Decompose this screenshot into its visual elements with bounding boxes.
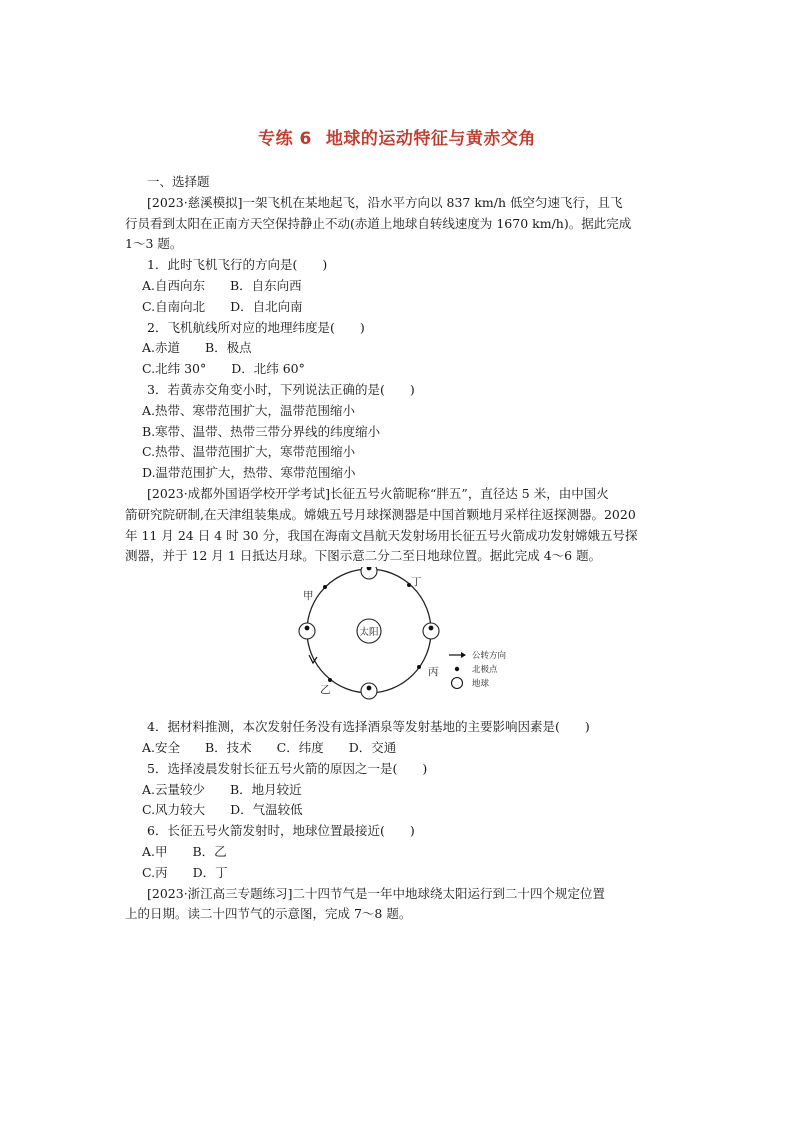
question-option: C.自南向北 D．自北向南 [142,298,303,314]
passage-line: 1～3 题。 [125,236,183,252]
legend-north-pole: 北极点 [472,665,498,676]
page-title [0,124,794,149]
question-stem: 5．选择凌晨发射长征五号火箭的原因之一是( ) [147,760,428,776]
question-option: A.自西向东 B．自东向西 [142,277,302,293]
question-option: A.甲 B．乙 [142,843,227,859]
earth-top [361,567,377,579]
question-option: A.热带、寒带范围扩大，温带范围缩小 [142,402,356,418]
orbit-svg [147,567,657,717]
earth-bottom [361,683,377,699]
passage-line: 上的日期。读二十四节气的示意图，完成 7～8 题。 [125,906,412,922]
question-5 [142,759,657,821]
orbit-dot-jia [323,585,327,589]
passage-line: 箭研究院研制,在天津组装集成。嫦娥五号月球探测器是中国首颗地月采样往返探测器。2020 [125,506,636,522]
question-stem: 6．长征五号火箭发射时，地球位置最接近( ) [147,823,415,839]
question-option: B.寒带、温带、热带三带分界线的纬度缩小 [142,423,381,439]
question-4 [142,717,657,759]
question-stem: 4．据材料推测，本次发射任务没有选择酒泉等发射基地的主要影响因素是( ) [147,719,590,735]
question-stem: 1．此时飞机飞行的方向是( ) [147,257,328,273]
question-option: D.温带范围扩大，热带、寒带范围缩小 [142,465,356,481]
passage-2 [125,484,657,567]
question-stem: 3．若黄赤交角变小时，下列说法正确的是( ) [147,381,415,397]
question-stem: 2．飞机航线所对应的地理纬度是( ) [147,319,365,335]
title-number: 专练 6 [258,129,312,149]
question-option: A.安全 B．技术 C．纬度 D．交通 [142,739,397,755]
label-yi: 乙 [320,684,331,697]
passage-line: 年 11 月 24 日 4 时 30 分，我国在海南文昌航天发射场用长征五号火箭成功发射嫦娥五号探 [125,527,638,543]
passage-line: 测器，并于 12 月 1 日抵达月球。下图示意二分二至日地球位置。据此完成 4～6 题。 [125,548,602,564]
legend-orbit-direction: 公转方向 [472,651,507,662]
legend-earth: 地球 [472,679,490,690]
orbit-dot-yi [328,678,332,682]
earth-right [423,623,439,639]
question-6 [142,821,657,883]
title-text: 地球的运动特征与黄赤交角 [325,129,536,149]
label-bing: 丙 [428,666,439,679]
section-heading: 一、选择题 [147,174,210,189]
legend [449,650,507,689]
question-option: C.丙 D．丁 [142,864,228,880]
label-ding: 丁 [411,576,422,589]
sun-label: 太阳 [359,627,379,639]
question-2 [142,318,657,380]
passage-1 [125,193,657,255]
passage-line: [2023·慈溪模拟]一架飞机在某地起飞，沿水平方向以 837 km/h 低空匀速飞行，且飞 [147,194,623,210]
question-option: C.风力较大 D．气温较低 [142,802,303,818]
question-option: A.云量较少 B．地月较近 [142,781,302,797]
passage-line: [2023·浙江高三专题练习]二十四节气是一年中地球绕太阳运行到二十四个规定位置 [147,885,606,901]
content [125,172,657,925]
question-1 [142,255,657,317]
question-3 [142,380,657,484]
orbit-dot-bing [417,665,421,669]
passage-3 [125,884,657,926]
sun [357,619,381,643]
question-option: C.北纬 30° D．北纬 60° [142,361,305,377]
earth-orbit-diagram [147,567,657,717]
question-option: A.赤道 B．极点 [142,340,252,356]
passage-line: [2023·成都外国语学校开学考试]长征五号火箭昵称“胖五”，直径达 5 米，由中国火 [147,485,609,501]
label-jia: 甲 [303,590,314,603]
earth-left [299,623,315,639]
question-option: C.热带、温带范围扩大，寒带范围缩小 [142,444,356,460]
passage-line: 行员看到太阳在正南方天空保持静止不动(赤道上地球自转线速度为 1670 km/h)。据此完成 [125,215,632,231]
